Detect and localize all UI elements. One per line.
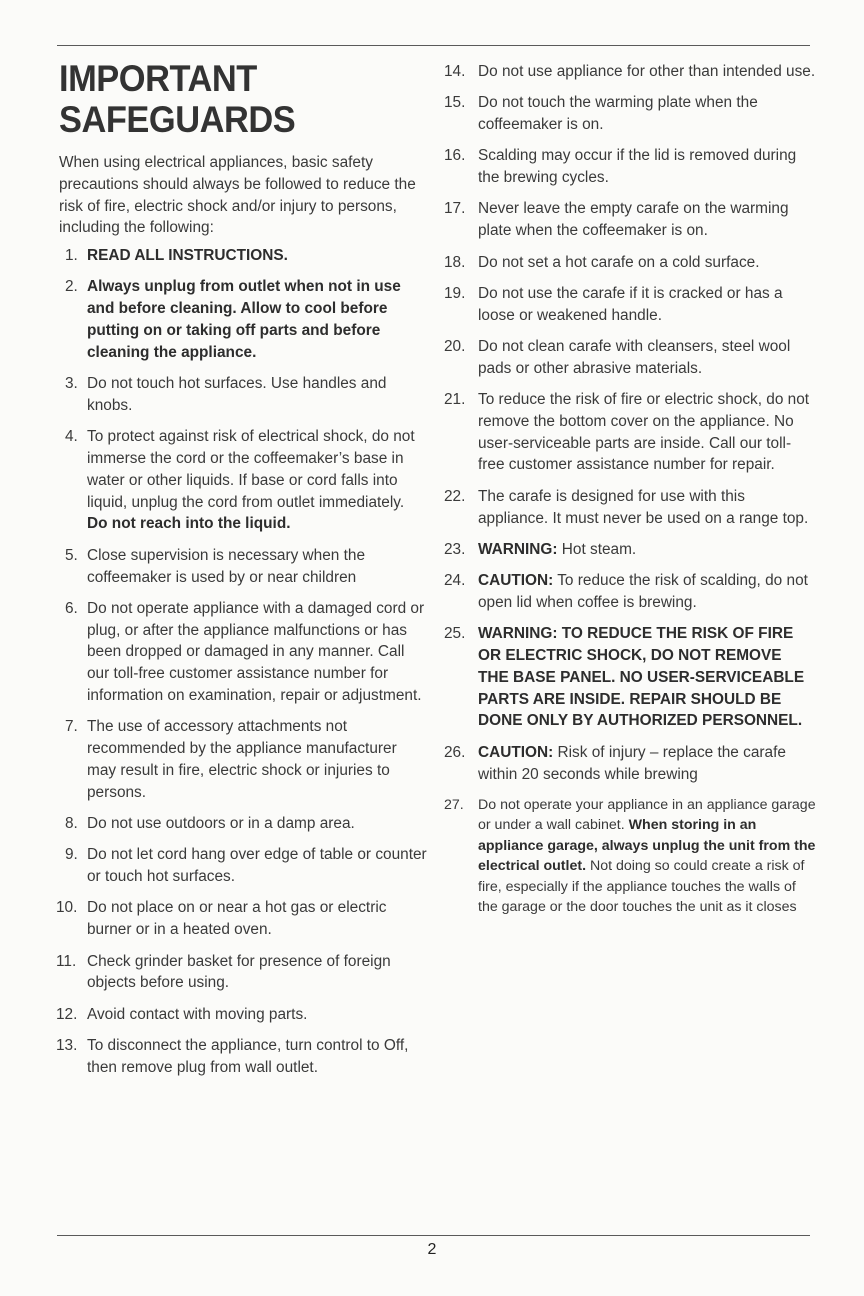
item-number: 27.: [444, 796, 464, 813]
item-text: Never leave the empty carafe on the warming plate when the coffeemaker is on.: [478, 200, 789, 240]
list-item: [59, 276, 429, 363]
list-item: [444, 252, 816, 274]
item-number: 19.: [444, 284, 466, 302]
title-line-1: IMPORTANT: [59, 58, 257, 99]
safeguards-list-left: [56, 245, 429, 1078]
item-number: 24.: [444, 572, 466, 590]
item-bold-text: Always unplug from outlet when not in use and before cleaning. Allow to cool before putting on or taking off parts and before cleaning the appliance.: [87, 278, 401, 361]
list-item: [56, 1004, 429, 1026]
item-number: 8.: [65, 815, 78, 833]
left-column: [56, 152, 429, 1088]
item-number: 2.: [65, 278, 78, 296]
item-number: 25.: [444, 625, 466, 643]
list-item: [56, 951, 429, 995]
title-line-2: SAFEGUARDS: [59, 99, 296, 140]
item-text: Do not use outdoors or in a damp area.: [87, 815, 355, 833]
list-item: [59, 373, 429, 417]
item-number: 4.: [65, 428, 78, 446]
item-text: Risk of injury – replace the carafe within 20 seconds while brewing: [478, 743, 786, 783]
item-text: Do not let cord hang over edge of table or counter or touch hot surfaces.: [87, 846, 427, 886]
item-bold-text: WARNING: TO REDUCE THE RISK OF FIRE OR ELECTRIC SHOCK, DO NOT REMOVE THE BASE PANEL. NO USER-SERVICEABLE PARTS ARE INSIDE. REPAIR SHOULD BE DONE ONLY BY AUTHORIZED PERSONNEL.: [478, 625, 805, 730]
item-text: Hot steam.: [561, 540, 637, 558]
item-text: Do not place on or near a hot gas or electric burner or in a heated oven.: [87, 899, 387, 939]
item-bold-text: CAUTION:: [478, 572, 554, 590]
bottom-rule: [57, 1235, 810, 1236]
item-text: Close supervision is necessary when the coffeemaker is used by or near children: [87, 546, 366, 586]
item-number: 14.: [444, 63, 466, 80]
safeguards-list-right: [444, 61, 816, 918]
item-text: To protect against risk of electrical shock, do not immerse the cord or the coffeemaker’s base in water or other liquids. If base or cord falls into liquid, unplug the cord from outlet immediately.: [87, 428, 415, 511]
item-text: To disconnect the appliance, turn control to Off, then remove plug from wall outlet.: [87, 1036, 409, 1076]
item-number: 26.: [444, 743, 466, 761]
item-number: 11.: [56, 952, 77, 970]
item-text: Check grinder basket for presence of foreign objects before using.: [87, 952, 391, 992]
list-item: [444, 795, 816, 918]
list-item: [59, 716, 429, 803]
item-text: Scalding may occur if the lid is removed during the brewing cycles.: [478, 147, 797, 187]
intro-paragraph: When using electrical appliances, basic safety precautions should always be followed to reduce the risk of fire, electric shock and/or injury to persons, including the following:: [59, 154, 416, 237]
item-number: 1.: [65, 247, 78, 265]
item-text: Do not clean carafe with cleansers, steel wool pads or other abrasive materials.: [478, 337, 791, 377]
item-number: 16.: [444, 147, 466, 165]
item-text: Do not set a hot carafe on a cold surface.: [478, 253, 760, 271]
item-text: To reduce the risk of scalding, do not open lid when coffee is brewing.: [478, 572, 808, 611]
item-number: 21.: [444, 391, 466, 409]
list-item: [59, 245, 429, 267]
list-item: [444, 198, 816, 242]
item-number: 10.: [56, 899, 78, 917]
item-text: The carafe is designed for use with this appliance. It must never be used on a range top.: [478, 487, 809, 527]
item-number: 12.: [56, 1005, 78, 1023]
page-title: [59, 58, 412, 140]
item-text: To reduce the risk of fire or electric shock, do not remove the bottom cover on the appliance. No user-serviceable parts are inside. Call our toll-free customer assistance number for repair.: [478, 391, 810, 474]
list-item: [444, 145, 816, 189]
list-item: [59, 545, 429, 589]
item-text: Do not use appliance for other than intended use.: [478, 63, 816, 80]
list-item: [444, 623, 816, 732]
item-text: Do not operate appliance with a damaged cord or plug, or after the appliance malfunctions or has been dropped or damaged in any manner. Call our toll-free customer assistance number for information on examination, repair or adjustment.: [87, 599, 425, 705]
item-text: Not doing so could create a risk of fire, especially if the appliance touches the walls of the garage or the door touches the unit as it closes: [478, 858, 805, 916]
list-item: [444, 283, 816, 327]
list-item: [444, 389, 816, 476]
list-item: [59, 598, 429, 707]
item-number: 15.: [444, 94, 466, 112]
list-item: [444, 539, 816, 561]
item-number: 5.: [65, 546, 78, 564]
item-bold-text: CAUTION:: [478, 743, 554, 761]
top-rule: [57, 45, 810, 46]
list-item: [59, 844, 429, 888]
list-item: [444, 336, 816, 380]
list-item: [444, 570, 816, 614]
item-text: Do not operate your appliance in an appliance garage or under a wall cabinet.: [478, 796, 816, 834]
item-bold-text: READ ALL INSTRUCTIONS.: [87, 247, 288, 265]
item-text: The use of accessory attachments not recommended by the appliance manufacturer may result in fire, electric shock or injuries to persons.: [87, 718, 397, 801]
item-number: 3.: [65, 375, 78, 393]
list-item: [56, 897, 429, 941]
item-text: Do not touch hot surfaces. Use handles and knobs.: [87, 375, 387, 414]
list-item: [444, 61, 816, 83]
list-item: [444, 486, 816, 530]
list-item: [59, 813, 429, 835]
item-text: Do not touch the warming plate when the coffeemaker is on.: [478, 94, 758, 134]
item-number: 23.: [444, 540, 466, 558]
item-number: 20.: [444, 337, 466, 355]
item-number: 18.: [444, 253, 466, 271]
list-item: [444, 92, 816, 136]
list-item: [59, 426, 429, 535]
page-number: 2: [427, 1241, 437, 1258]
item-bold-text: Do not reach into the liquid.: [87, 515, 291, 533]
list-item: [444, 742, 816, 786]
item-number: 22.: [444, 487, 466, 505]
item-number: 17.: [444, 200, 466, 218]
item-number: 6.: [65, 599, 78, 617]
right-column: [444, 61, 816, 927]
item-text: Avoid contact with moving parts.: [87, 1005, 308, 1023]
item-number: 13.: [56, 1036, 78, 1054]
item-number: 7.: [65, 718, 78, 736]
list-item: [56, 1035, 429, 1079]
item-number: 9.: [65, 846, 78, 864]
item-text: Do not use the carafe if it is cracked or has a loose or weakened handle.: [478, 284, 783, 324]
item-bold-text: WARNING:: [478, 540, 558, 558]
item-bold-text: When storing in an appliance garage, always unplug the unit from the electrical outlet.: [478, 817, 816, 875]
